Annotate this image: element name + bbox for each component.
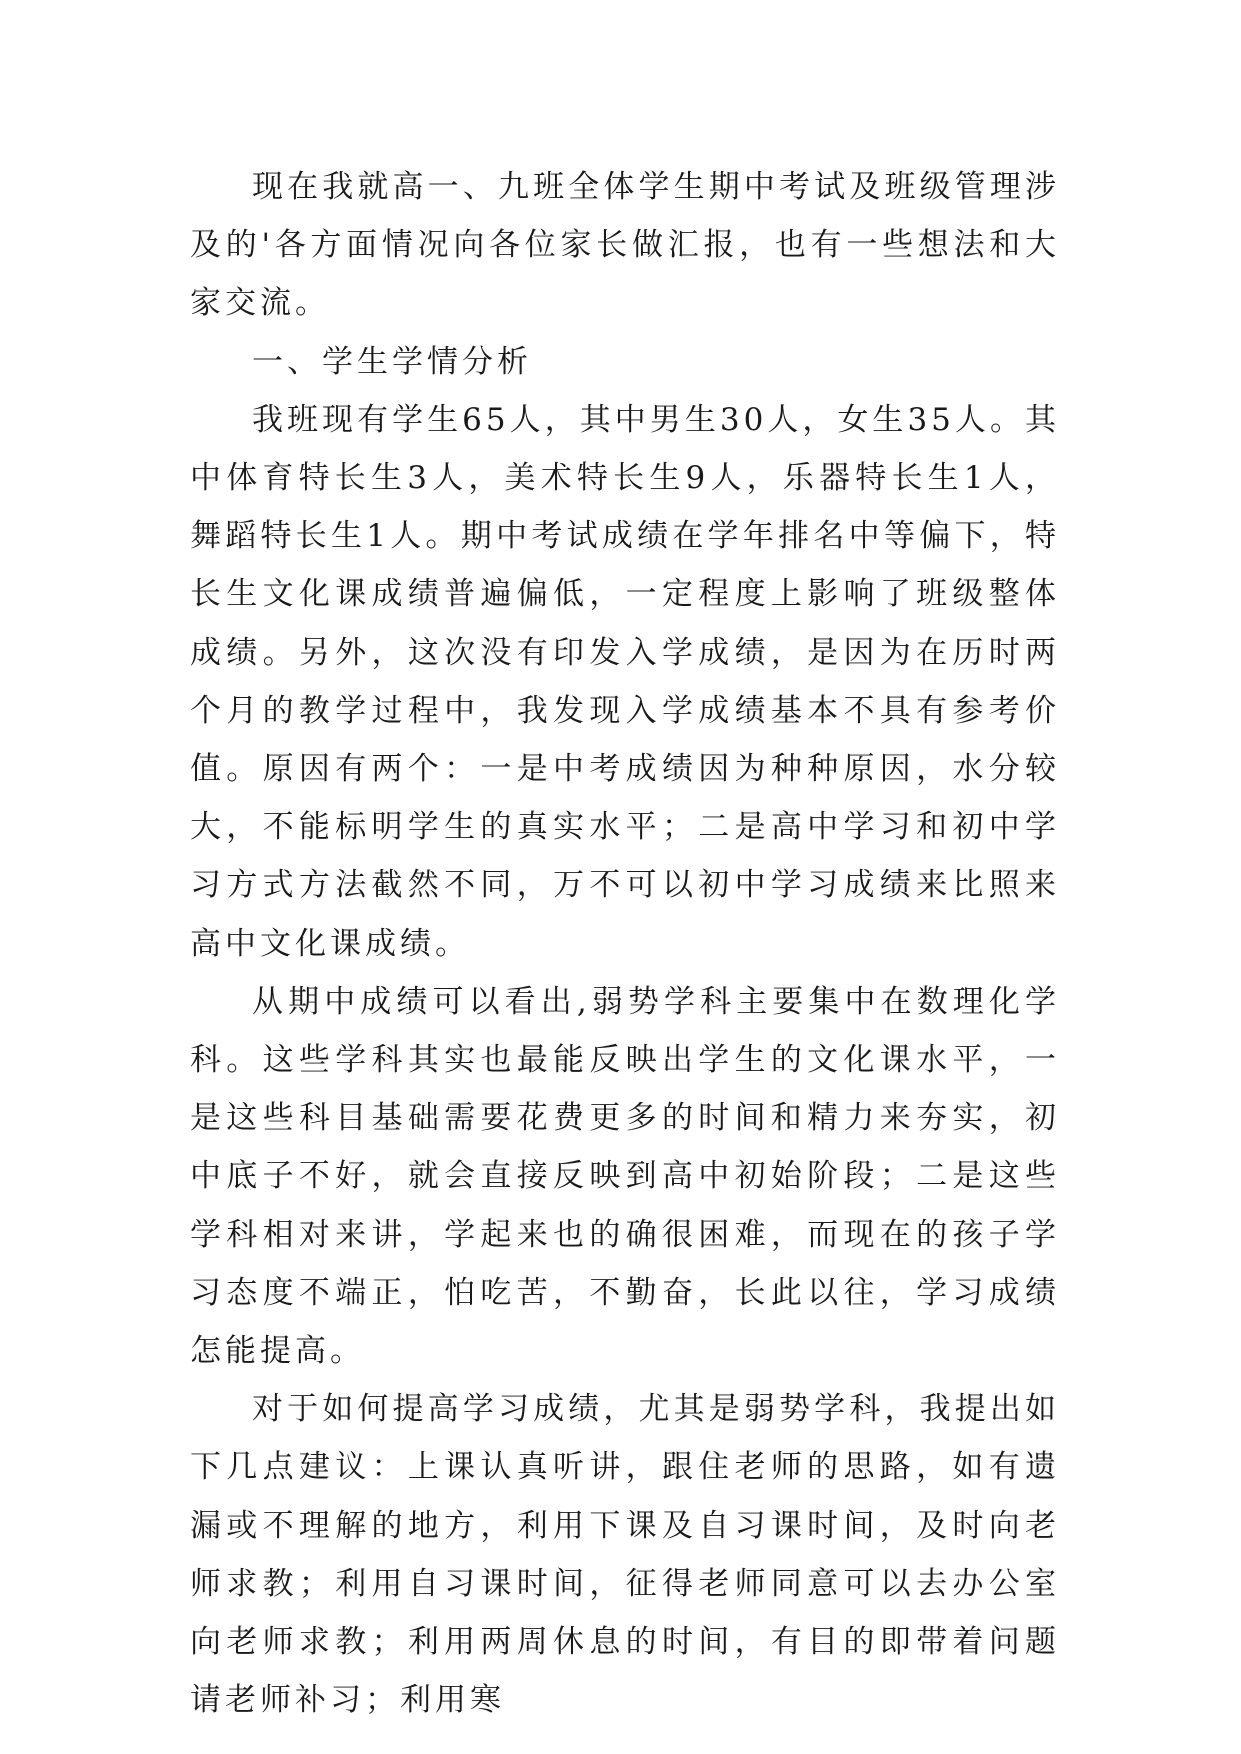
paragraph-class-overview: 我班现有学生65人，其中男生30人，女生35人。其中体育特长生3人，美术特长生9人，乐器特长生1人，舞蹈特长生1人。期中考试成绩在学年排名中等偏下，特长生文化课成绩普遍偏低，一定程度上影响了班级整体成绩。另外，这次没有印发入学成绩，是因为在历时两个月的教学过程中，我发现入学成绩基本不具有参考价值。原因有两个：一是中考成绩因为种种原因，水分较大，不能标明学生的真实水平；二是高中学习和初中学习方式方法截然不同，万不可以初中学习成绩来比照来高中文化课成绩。 [190, 401, 1060, 962]
paragraph-weak-subjects: 从期中成绩可以看出,弱势学科主要集中在数理化学科。这些学科其实也最能反映出学生的文化课水平，一是这些科目基础需要花费更多的时间和精力来夯实，初中底子不好，就会直接反映到高中初始阶段；二是这些学科相对来讲，学起来也的确很困难，而现在的孩子学习态度不端正，怕吃苦，不勤奋，长此以往，学习成绩怎能提高。 [190, 983, 1060, 1370]
paragraph-suggestions: 对于如何提高学习成绩，尤其是弱势学科，我提出如下几点建议：上课认真听讲，跟住老师的思路，如有遗漏或不理解的地方，利用下课及自习课时间，及时向老师求教；利用自习课时间，征得老师同意可以去办公室向老师求教；利用两周休息的时间，有目的即带着问题请老师补习；利用寒 [190, 1391, 1060, 1719]
document-body [190, 158, 1060, 1729]
section-heading: 一、学生学情分析 [252, 343, 532, 380]
paragraph-intro: 现在我就高一、九班全体学生期中考试及班级管理涉及的'各方面情况向各位家长做汇报，也有一些想法和大家交流。 [190, 169, 1060, 322]
